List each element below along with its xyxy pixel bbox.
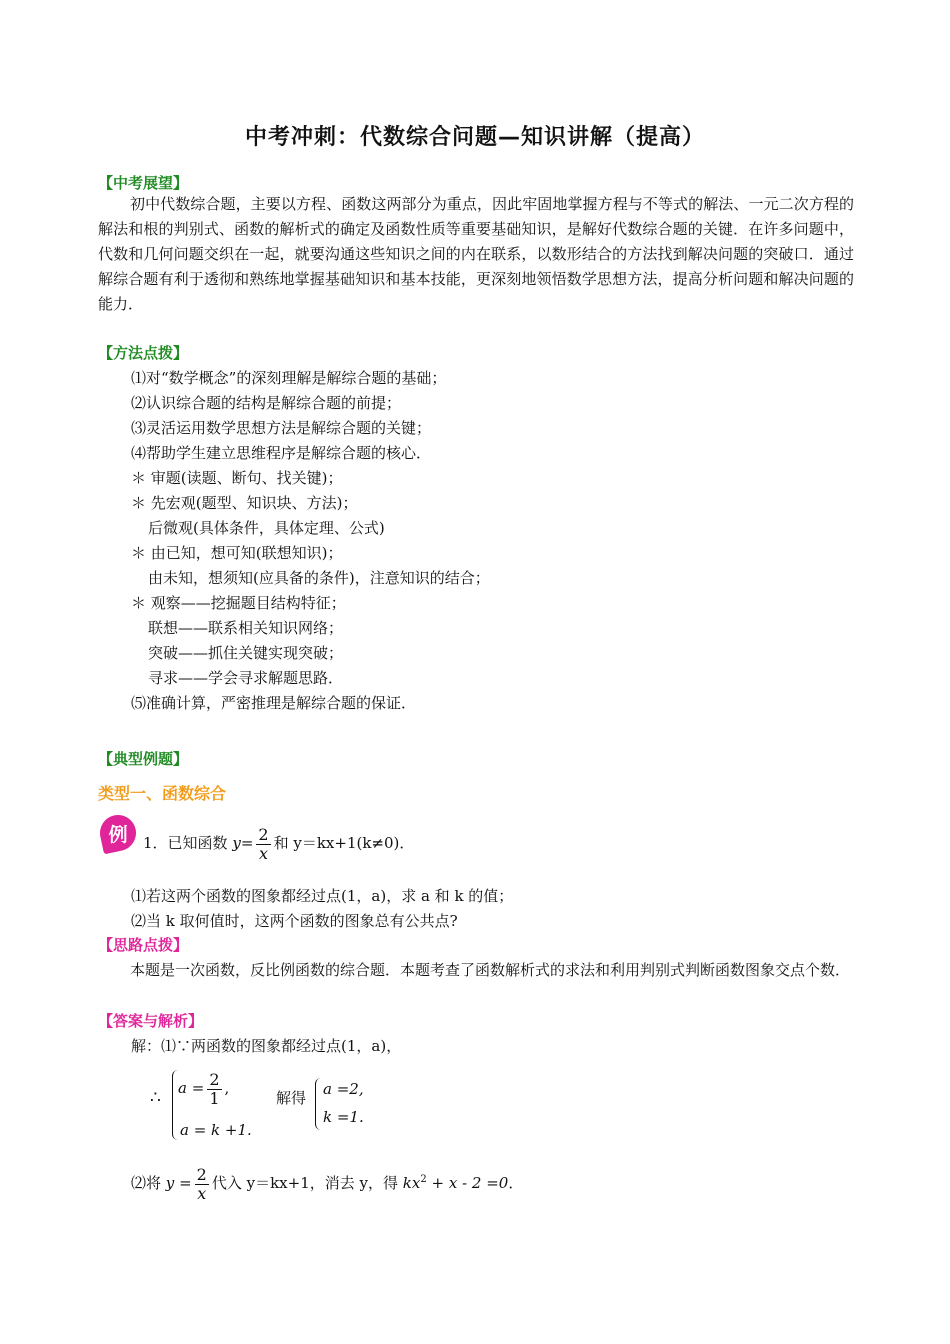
hint-paragraph: 本题是一次函数，反比例函数的综合题．本题考查了函数解析式的求法和利用判别式判断函数图象交点个数．: [130, 961, 851, 979]
system-1-row-1: a = $\frac{2}{1}$ ,: [178, 1069, 230, 1108]
section-header-outlook: 【中考展望】: [98, 174, 189, 192]
example-1-question: 1．已知函数 y= $\frac{2}{x}$ 和 y＝kx+1(k≠0)．: [143, 824, 415, 863]
method-line-1: ⑴对“数学概念”的深刻理解是解综合题的基础；: [131, 369, 447, 387]
method-line-14: ⑸准确计算，严密推理是解综合题的保证．: [131, 694, 417, 712]
method-line-13: 寻求——学会寻求解题思路．: [148, 669, 344, 687]
method-line-8: ＊ 由已知，想可知(联想知识)；: [131, 544, 343, 562]
therefore-symbol: ∴: [150, 1088, 161, 1108]
example-badge-icon: 例: [97, 812, 140, 855]
solution-part-1-intro: 解：⑴∵两函数的图象都经过点(1，a)，: [131, 1037, 402, 1055]
fraction-2-over-x: $\frac{2}{x}$: [258, 824, 269, 863]
system-1-row-2: a = k +1.: [180, 1121, 252, 1139]
hint-header: 【思路点拨】: [98, 936, 189, 954]
method-line-7: 后微观(具体条件，具体定理、公式): [148, 519, 385, 537]
section-header-method: 【方法点拨】: [98, 344, 189, 362]
method-line-6: ＊ 先宏观(题型、知识块、方法)；: [131, 494, 358, 512]
answer-header: 【答案与解析】: [98, 1012, 204, 1030]
solution-part-2: ⑵将 y = $\frac{2}{x}$ 代入 y＝kx+1，消去 y，得 $kx^2 + x - 2 =0$．: [131, 1164, 524, 1203]
system-2-row-2: k =1.: [323, 1108, 364, 1126]
method-line-5: ＊ 审题(读题、断句、找关键)；: [131, 469, 343, 487]
method-line-4: ⑷帮助学生建立思维程序是解综合题的核心．: [131, 444, 432, 462]
method-line-9: 由未知，想须知(应具备的条件)，注意知识的结合；: [148, 569, 490, 587]
method-line-12: 突破——抓住关键实现突破；: [148, 644, 344, 662]
method-line-10: ＊ 观察——挖掘题目结构特征；: [131, 594, 346, 612]
type1-heading: 类型一、函数综合: [98, 784, 227, 803]
method-line-11: 联想——联系相关知识网络；: [148, 619, 344, 637]
system-2-row-1: a =2,: [323, 1080, 364, 1098]
page-title: 中考冲刺：代数综合问题—知识讲解（提高）: [244, 125, 705, 150]
method-line-2: ⑵认识综合题的结构是解综合题的前提；: [131, 394, 402, 412]
solved-label: 解得: [276, 1089, 307, 1107]
outlook-paragraph: 初中代数综合题，主要以方程、函数这两部分为重点，因此牢固地掌握方程与不等式的解法、一元二次方程的解法和根的判别式、函数的解析式的确定及函数性质等重要基础知识，是解好代数综合题的关键．在许多问题中，代数和几何问题交织在一起，就要沟通这些知识之间的内在联系，以数形结合的方法找到解决问题的突破口．通过解综合题有利于透彻和熟练地掌握基础知识和基本技能，更深刻地领悟数学思想方法，提高分析问题和解决问题的能力．: [98, 195, 854, 313]
example-1-part-2: ⑵当 k 取何值时，这两个函数的图象总有公共点?: [131, 912, 458, 930]
method-line-3: ⑶灵活运用数学思想方法是解综合题的关键；: [131, 419, 432, 437]
section-header-examples: 【典型例题】: [98, 750, 189, 768]
example-1-part-1: ⑴若这两个函数的图象都经过点(1，a)，求 a 和 k 的值；: [131, 887, 514, 905]
